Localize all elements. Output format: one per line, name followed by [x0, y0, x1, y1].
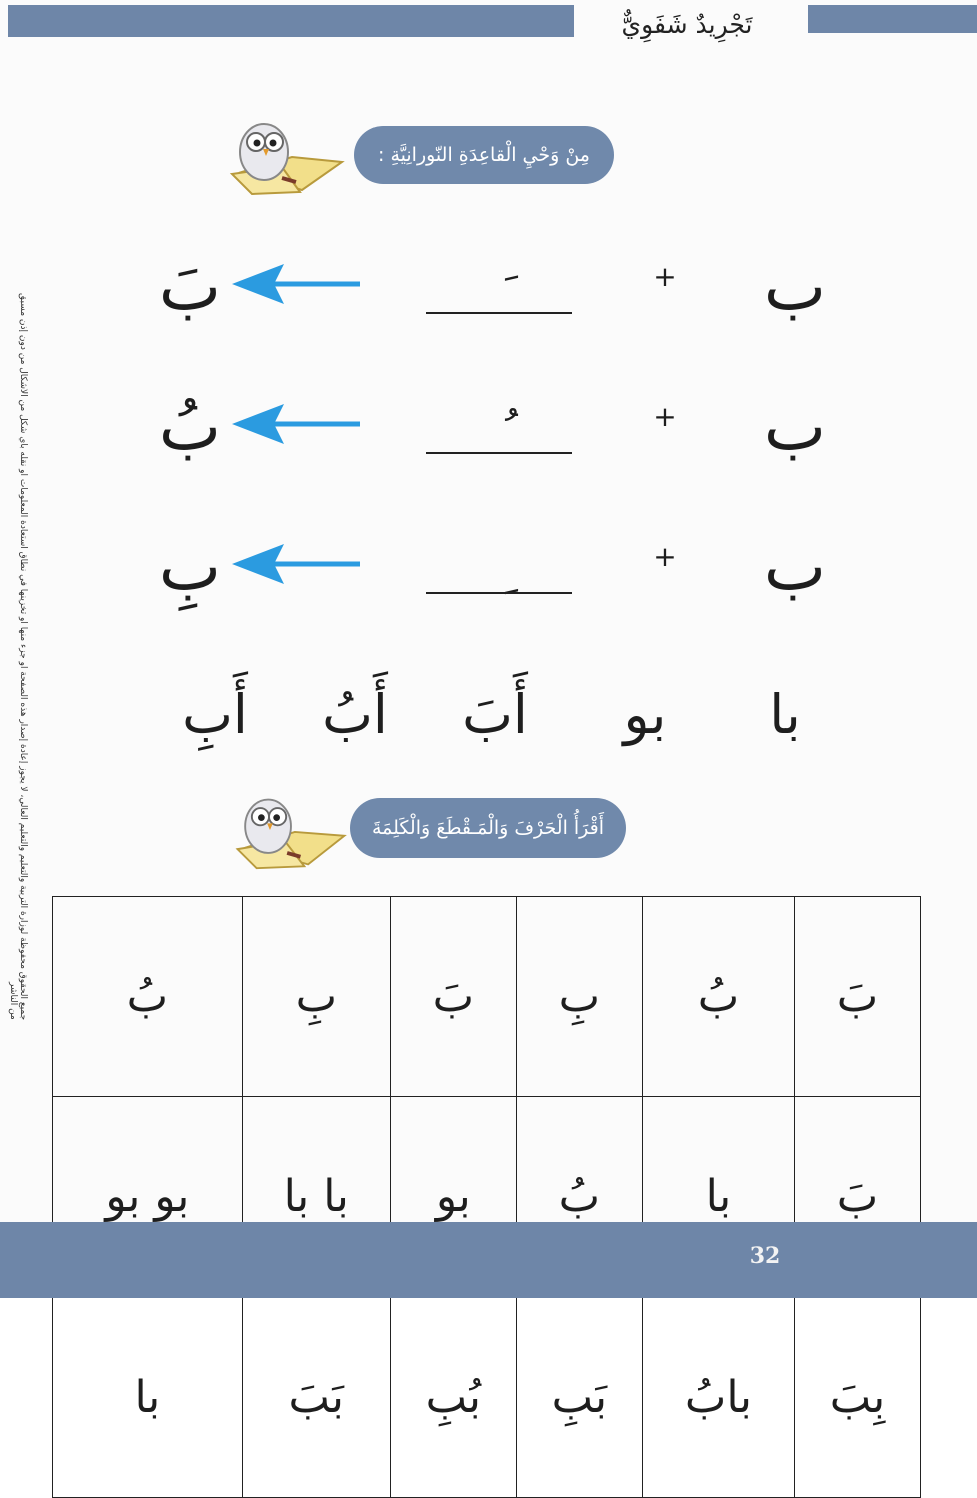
table-cell: بَبَ	[242, 1297, 390, 1497]
page-number: 32	[749, 1243, 781, 1269]
table-cell: بُبِ	[390, 1297, 516, 1497]
arrow-left-icon	[232, 262, 362, 306]
page-title: تَجْرِيدٌ شَفَوِيٌّ	[621, 10, 753, 39]
table-cell: بُ	[53, 897, 243, 1097]
plus-sign: +	[653, 260, 677, 293]
word: أَبَ	[462, 683, 528, 746]
table-cell: بو	[390, 1097, 516, 1297]
plus-sign: +	[653, 400, 677, 433]
table-cell: با	[53, 1297, 243, 1497]
table-cell: بِ	[516, 897, 642, 1097]
table-row	[53, 1297, 921, 1497]
words-row	[150, 660, 870, 770]
section-title-pill: أَقْرَأُ الْحَرْفَ وَالْمَـقْطَعَ وَالْكَلِمَةَ	[350, 798, 626, 858]
base-letter: ب	[763, 248, 827, 325]
arrow-left-icon	[232, 542, 362, 586]
exercise-row	[150, 232, 870, 352]
section-title-pill: مِنْ وَحْيِ الْقاعِدَةِ النّورانِيَّةِ :	[354, 126, 614, 184]
top-band-left	[8, 5, 574, 37]
result-letter: بَ	[158, 248, 222, 325]
exercise-row	[150, 372, 870, 492]
table-cell: بُ	[516, 1097, 642, 1297]
vowel-mark	[450, 512, 550, 632]
copyright-side-text: جميع الحقوق محفوظة لوزارة التربية والتعليم والتعليم العالي، لا يجوز إعادة إصدار هذه الصفحة أو جزء منها أو تخزينها في نطاق استعادة المعلومات أو نقله بأي شكل من الأشكال من دون إذن مسبق من الناشر	[8, 292, 28, 1020]
word: بو	[623, 683, 667, 746]
table-cell: بَبِ	[516, 1297, 642, 1497]
table-cell: با	[642, 1097, 794, 1297]
base-letter: ب	[763, 528, 827, 605]
table-cell: بابُ	[642, 1297, 794, 1497]
table-cell: بو بو	[53, 1097, 243, 1297]
blank-line	[426, 312, 572, 314]
letters-table	[52, 896, 921, 1498]
top-band-right	[808, 5, 977, 33]
table-row	[53, 897, 921, 1097]
arrow-left-icon	[232, 402, 362, 446]
word: أَبِ	[182, 683, 248, 746]
result-letter: بِ	[158, 528, 222, 605]
table-cell: با با	[242, 1097, 390, 1297]
vowel-mark	[450, 372, 550, 492]
blank-line	[426, 452, 572, 454]
exercise-row	[150, 512, 870, 632]
bottom-band	[0, 1222, 977, 1298]
base-letter: ب	[763, 388, 827, 465]
table-cell: بُ	[642, 897, 794, 1097]
table-cell: بَ	[390, 897, 516, 1097]
table-cell: بَ	[794, 897, 920, 1097]
table-cell: بِبَ	[794, 1297, 920, 1497]
vowel-mark	[450, 232, 550, 352]
word: با	[769, 683, 801, 746]
table-cell: بَ	[794, 1097, 920, 1297]
plus-sign: +	[653, 540, 677, 573]
owl-reading-icon	[228, 784, 352, 878]
table-cell: بِ	[242, 897, 390, 1097]
word: أَبُ	[322, 683, 388, 746]
owl-reading-icon	[222, 112, 352, 202]
blank-line	[426, 592, 572, 594]
result-letter: بُ	[158, 388, 222, 465]
